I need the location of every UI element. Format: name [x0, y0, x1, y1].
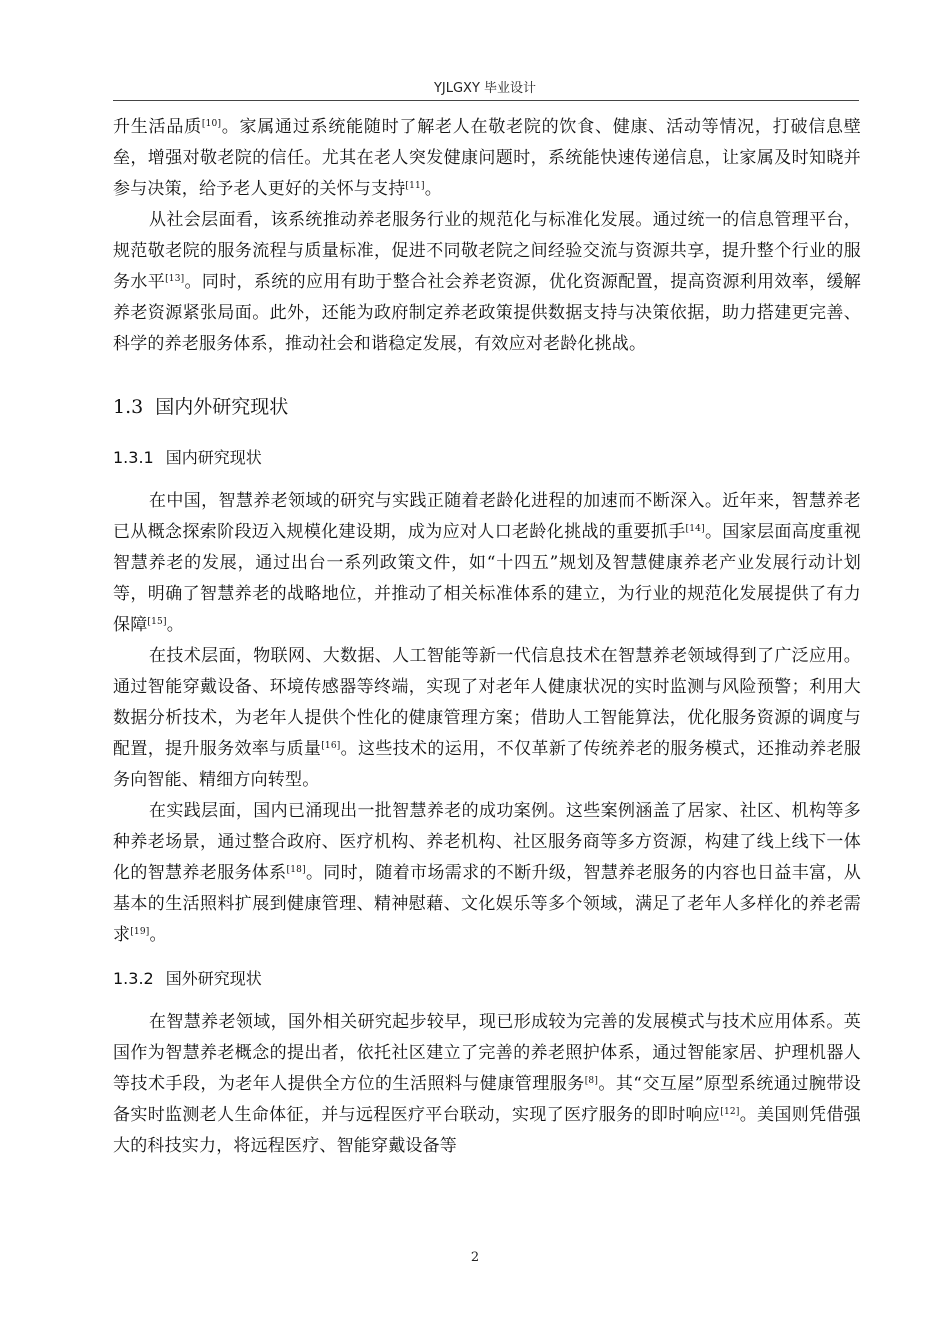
- subsection-title: 国外研究现状: [165, 969, 262, 988]
- text-run: 在实践层面，国内已涌现出一批智慧养老的成功案例。这些案例涵盖了居家、社区、机构等多种养老场景，通过整合政府、医疗机构、养老机构、社区服务商等多方资源，构建了线上线下一体化的智慧养老服务体系: [113, 801, 861, 883]
- paragraph-domestic-practice: [113, 796, 861, 951]
- text-run: 。国家层面高度重视智慧养老的发展，通过出台一系列政策文件，如“十四五”规划及智慧健康养老产业发展行动计划等，明确了智慧养老的战略地位，并推动了相关标准体系的建立，为行业的规范化发展提供了有力保障: [113, 522, 861, 635]
- subsection-number: 1.3.2: [113, 969, 154, 988]
- paragraph-social-benefit: [113, 205, 861, 360]
- text-run: 升生活品质: [113, 117, 202, 137]
- text-run: 。同时，系统的应用有助于整合社会养老资源，优化资源配置，提高资源利用效率，缓解养老资源紧张局面。此外，还能为政府制定养老政策提供数据支持与决策依据，助力搭建更完善、科学的养老服务体系，推动社会和谐稳定发展，有效应对老龄化挑战。: [113, 272, 861, 354]
- text-run: 在中国，智慧养老领域的研究与实践正随着老龄化进程的加速而不断深入。近年来，智慧养老已从概念探索阶段迈入规模化建设期，成为应对人口老龄化挑战的重要抓手: [113, 491, 861, 542]
- citation: [15]: [147, 617, 167, 627]
- citation: [8]: [584, 1076, 599, 1086]
- citation: [11]: [405, 181, 425, 191]
- page-number: 2: [470, 1250, 480, 1265]
- text-run: 。: [149, 925, 167, 945]
- page-header: YJLGXY 毕业设计: [433, 81, 537, 96]
- subsection-heading-domestic: [113, 444, 861, 472]
- text-run: 。: [166, 615, 184, 635]
- paragraph-domestic-technology: [113, 641, 861, 796]
- citation: [14]: [685, 524, 705, 534]
- paragraph-foreign-research: [113, 1007, 861, 1162]
- header-divider: [113, 100, 859, 101]
- text-run: 。: [424, 179, 442, 199]
- section-title: 国内外研究现状: [155, 396, 289, 418]
- text-run: 。美国则凭借强大的科技实力，将远程医疗、智能穿戴设备等: [113, 1105, 861, 1156]
- text-run: 。这些技术的运用，不仅革新了传统养老的服务模式，还推动养老服务向智能、精细方向转型。: [113, 739, 861, 790]
- citation: [19]: [130, 927, 150, 937]
- citation: [18]: [286, 865, 306, 875]
- text-run: 。其“交互屋”原型系统通过腕带设备实时监测老人生命体征，并与远程医疗平台联动，实现了医疗服务的即时响应: [113, 1074, 861, 1125]
- subsection-number: 1.3.1: [113, 448, 154, 467]
- citation: [16]: [321, 741, 341, 751]
- page-body: [113, 112, 861, 1162]
- citation: [10]: [201, 119, 222, 129]
- text-run: 。同时，随着市场需求的不断升级，智慧养老服务的内容也日益丰富，从基本的生活照料扩展到健康管理、精神慰藉、文化娱乐等多个领域，满足了老年人多样化的养老需求: [113, 863, 862, 945]
- section-heading: [113, 392, 861, 422]
- paragraph-domestic-policy: [113, 486, 861, 641]
- section-number: 1.3: [113, 396, 144, 418]
- subsection-heading-foreign: [113, 965, 861, 993]
- citation: [12]: [720, 1107, 740, 1117]
- subsection-title: 国内研究现状: [165, 448, 262, 467]
- citation: [13]: [165, 274, 185, 284]
- paragraph-family-benefit: [113, 112, 861, 205]
- text-run: 。家属通过系统能随时了解老人在敬老院的饮食、健康、活动等情况，打破信息壁垒，增强对敬老院的信任。尤其在老人突发健康问题时，系统能快速传递信息，让家属及时知晓并参与决策，给予老人更好的关怀与支持: [113, 117, 862, 199]
- text-run: 在技术层面，物联网、大数据、人工智能等新一代信息技术在智慧养老领域得到了广泛应用。通过智能穿戴设备、环境传感器等终端，实现了对老年人健康状况的实时监测与风险预警；利用大数据分析技术，为老年人提供个性化的健康管理方案；借助人工智能算法，优化服务资源的调度与配置，提升服务效率与质量: [113, 646, 861, 759]
- text-run: 在智慧养老领域，国外相关研究起步较早，现已形成较为完善的发展模式与技术应用体系。英国作为智慧养老概念的提出者，依托社区建立了完善的养老照护体系，通过智能家居、护理机器人等技术手段，为老年人提供全方位的生活照料与健康管理服务: [113, 1012, 861, 1094]
- text-run: 从社会层面看，该系统推动养老服务行业的规范化与标准化发展。通过统一的信息管理平台，规范敬老院的服务流程与质量标准，促进不同敬老院之间经验交流与资源共享，提升整个行业的服务水平: [113, 210, 861, 292]
